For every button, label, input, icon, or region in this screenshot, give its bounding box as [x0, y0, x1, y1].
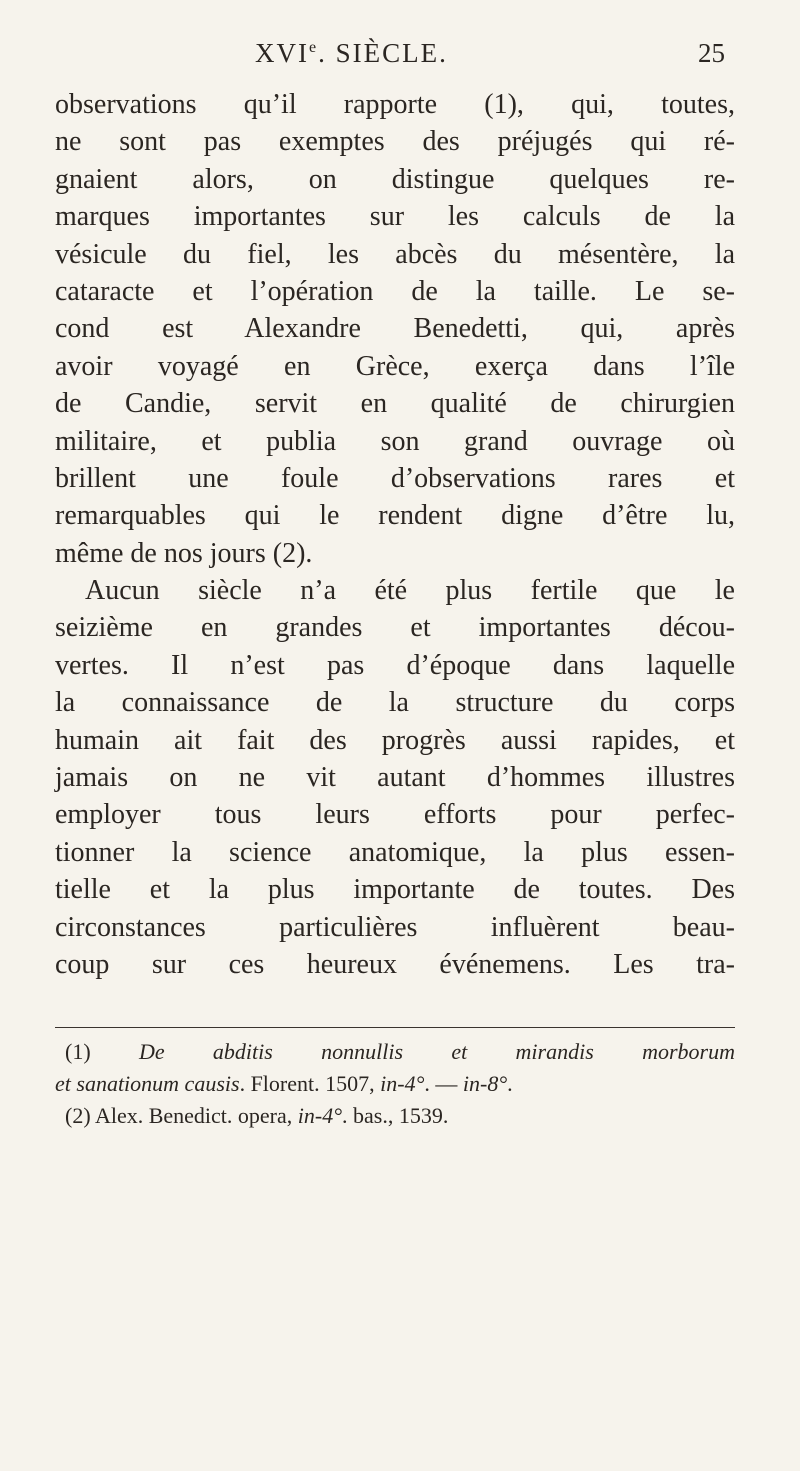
text-line: circonstances particulières influèrent beau-: [55, 911, 735, 943]
text-line: jamais on ne vit autant d’hommes illustres: [55, 762, 735, 794]
footnote-1-title-cont: et sanationum causis: [55, 1071, 240, 1096]
running-title-superscript: e: [309, 39, 319, 56]
text-line: employer tous leurs efforts pour perfec-: [55, 799, 735, 831]
text-line: marques importantes sur les calculs de la: [55, 201, 735, 233]
running-head: [70, 38, 725, 78]
text-line-paragraph-start: Aucun siècle n’a été plus fertile que le: [85, 575, 735, 607]
footnote-1-mark: (1): [65, 1039, 91, 1064]
footnote-1-imprint: . Florent. 1507,: [239, 1071, 375, 1096]
footnote-1-separator: . —: [424, 1071, 458, 1096]
footnote-1-format-b: in-8°: [462, 1071, 508, 1096]
footnote-1-end: .: [507, 1071, 513, 1096]
text-line: tionner la science anatomique, la plus essen-: [55, 836, 735, 868]
text-line: tielle et la plus importante de toutes. Des: [55, 874, 735, 906]
text-line: cond est Alexandre Benedetti, qui, après: [55, 313, 735, 345]
text-line: gnaient alors, on distingue quelques re-: [55, 163, 735, 195]
text-line: même de nos jours (2).: [55, 537, 313, 569]
text-line: cataracte et l’opération de la taille. Le se-: [55, 275, 735, 307]
footnotes: [55, 1036, 735, 1132]
text-line: avoir voyagé en Grèce, exerça dans l’île: [55, 350, 735, 382]
footnote-2: [55, 1100, 735, 1132]
footnote-2-format: in-4°: [297, 1103, 343, 1128]
running-title-century: XVI: [255, 38, 309, 68]
running-title-rest: . SIÈCLE.: [318, 38, 448, 68]
text-line: militaire, et publia son grand ouvrage où: [55, 425, 735, 457]
footnote-1-title: De abditis nonnullis et mirandis morborum: [138, 1039, 735, 1064]
text-line: seizième en grandes et importantes décou-: [55, 612, 735, 644]
body-text: [55, 86, 735, 983]
text-line: de Candie, servit en qualité de chirurgien: [55, 388, 735, 420]
page-number: 25: [698, 38, 725, 68]
text-line: brillent une foule d’observations rares et: [55, 462, 735, 494]
text-line: ne sont pas exemptes des préjugés qui ré-: [55, 126, 735, 158]
footnote-2-mark: (2): [65, 1103, 91, 1128]
text-line: remarquables qui le rendent digne d’être lu,: [55, 500, 735, 532]
footnote-1-line-1: [55, 1036, 735, 1068]
footnote-1-line-2: [55, 1068, 735, 1100]
text-line: vésicule du fiel, les abcès du mésentère, la: [55, 238, 735, 270]
text-line: la connaissance de la structure du corps: [55, 687, 735, 719]
text-line: humain ait fait des progrès aussi rapides, et: [55, 724, 735, 756]
footnote-2-text: Alex. Benedict. opera,: [94, 1103, 293, 1128]
footnote-divider: [55, 1027, 735, 1028]
text-line: observations qu’il rapporte (1), qui, toutes,: [55, 89, 735, 120]
running-title: [255, 38, 448, 69]
footnote-1-format-a: in-4°: [380, 1071, 425, 1096]
text-line: coup sur ces heureux événemens. Les tra-: [55, 948, 735, 980]
footnote-2-end: . bas., 1539.: [342, 1103, 449, 1128]
text-line: vertes. Il n’est pas d’époque dans laquelle: [55, 649, 735, 681]
